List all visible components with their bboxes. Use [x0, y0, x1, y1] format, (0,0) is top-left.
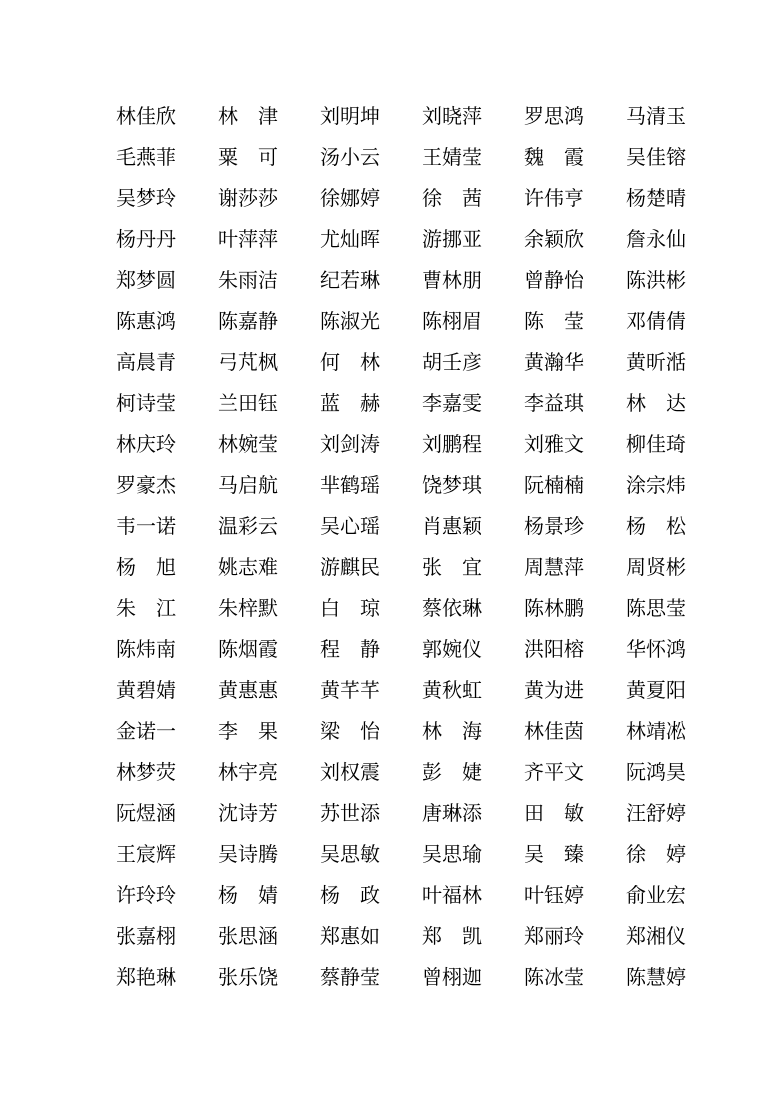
- name-cell: 弓芃枫: [218, 350, 278, 374]
- name-cell: 周贤彬: [626, 555, 686, 579]
- name-cell: 陈慧婷: [626, 965, 686, 989]
- name-cell: 朱 江: [116, 596, 176, 620]
- name-cell: 沈诗芳: [218, 801, 278, 825]
- name-cell: 华怀鸿: [626, 637, 686, 661]
- name-cell: 饶梦琪: [422, 473, 482, 497]
- name-cell: 汤小云: [320, 145, 380, 169]
- name-cell: 陈栩眉: [422, 309, 482, 333]
- name-cell: 洪阳榕: [524, 637, 584, 661]
- name-cell: 田 敏: [524, 801, 584, 825]
- name-cell: 陈淑光: [320, 309, 380, 333]
- name-cell: 朱雨洁: [218, 268, 278, 292]
- name-cell: 陈洪彬: [626, 268, 686, 292]
- name-cell: 兰田钰: [218, 391, 278, 415]
- name-cell: 姚志难: [218, 555, 278, 579]
- name-cell: 吴思瑜: [422, 842, 482, 866]
- name-cell: 何 林: [320, 350, 380, 374]
- name-cell: 马清玉: [626, 104, 686, 128]
- name-cell: 汪舒婷: [626, 801, 686, 825]
- name-cell: 郑梦圆: [116, 268, 176, 292]
- name-cell: 吴诗腾: [218, 842, 278, 866]
- name-cell: 阮煜涵: [116, 801, 176, 825]
- name-cell: 李嘉雯: [422, 391, 482, 415]
- name-cell: 陈惠鸿: [116, 309, 176, 333]
- name-cell: 吴 臻: [524, 842, 584, 866]
- name-cell: 彭 婕: [422, 760, 482, 784]
- name-cell: 游麒民: [320, 555, 380, 579]
- name-cell: 阮鸿昊: [626, 760, 686, 784]
- name-cell: 张嘉栩: [116, 924, 176, 948]
- name-cell: 黄芊芊: [320, 678, 380, 702]
- name-cell: 陈思莹: [626, 596, 686, 620]
- name-cell: 张思涵: [218, 924, 278, 948]
- name-cell: 王宸辉: [116, 842, 176, 866]
- name-cell: 杨 旭: [116, 555, 176, 579]
- name-cell: 芈鹤瑶: [320, 473, 380, 497]
- name-cell: 蔡静莹: [320, 965, 380, 989]
- name-cell: 梁 怡: [320, 719, 380, 743]
- name-cell: 杨丹丹: [116, 227, 176, 251]
- name-cell: 林 海: [422, 719, 482, 743]
- name-cell: 叶福林: [422, 883, 482, 907]
- name-cell: 杨楚晴: [626, 186, 686, 210]
- name-cell: 林婉莹: [218, 432, 278, 456]
- name-cell: 郭婉仪: [422, 637, 482, 661]
- name-cell: 周慧萍: [524, 555, 584, 579]
- name-cell: 曾静怡: [524, 268, 584, 292]
- name-cell: 杨 婧: [218, 883, 278, 907]
- name-cell: 林梦荧: [116, 760, 176, 784]
- name-cell: 许伟亨: [524, 186, 584, 210]
- name-cell: 李益琪: [524, 391, 584, 415]
- name-cell: 陈炜南: [116, 637, 176, 661]
- name-cell: 粟 可: [218, 145, 278, 169]
- name-cell: 马启航: [218, 473, 278, 497]
- name-cell: 朱梓默: [218, 596, 278, 620]
- name-cell: 陈烟霞: [218, 637, 278, 661]
- name-cell: 蔡依琳: [422, 596, 482, 620]
- name-cell: 黄昕湉: [626, 350, 686, 374]
- name-cell: 叶钰婷: [524, 883, 584, 907]
- name-cell: 徐娜婷: [320, 186, 380, 210]
- name-cell: 阮楠楠: [524, 473, 584, 497]
- name-cell: 林佳欣: [116, 104, 176, 128]
- name-cell: 刘鹏程: [422, 432, 482, 456]
- name-cell: 苏世添: [320, 801, 380, 825]
- name-cell: 曹林朋: [422, 268, 482, 292]
- name-cell: 黄碧婧: [116, 678, 176, 702]
- name-cell: 余颖欣: [524, 227, 584, 251]
- name-cell: 林 津: [218, 104, 278, 128]
- name-cell: 吴心瑶: [320, 514, 380, 538]
- name-cell: 陈林鹏: [524, 596, 584, 620]
- name-cell: 金诺一: [116, 719, 176, 743]
- name-cell: 陈嘉静: [218, 309, 278, 333]
- name-cell: 刘晓萍: [422, 104, 482, 128]
- name-cell: 邓倩倩: [626, 309, 686, 333]
- name-list-grid: [116, 96, 716, 998]
- name-cell: 刘明坤: [320, 104, 380, 128]
- name-cell: 张 宜: [422, 555, 482, 579]
- name-cell: 尤灿晖: [320, 227, 380, 251]
- name-cell: 杨 松: [626, 514, 686, 538]
- name-cell: 高晨青: [116, 350, 176, 374]
- name-cell: 罗思鸿: [524, 104, 584, 128]
- name-cell: 罗豪杰: [116, 473, 176, 497]
- name-cell: 李 果: [218, 719, 278, 743]
- name-cell: 黄瀚华: [524, 350, 584, 374]
- name-cell: 刘权震: [320, 760, 380, 784]
- name-cell: 涂宗炜: [626, 473, 686, 497]
- name-cell: 杨 政: [320, 883, 380, 907]
- name-cell: 谢莎莎: [218, 186, 278, 210]
- name-cell: 纪若琳: [320, 268, 380, 292]
- name-cell: 吴思敏: [320, 842, 380, 866]
- name-cell: 林庆玲: [116, 432, 176, 456]
- name-cell: 林宇亮: [218, 760, 278, 784]
- name-cell: 黄为进: [524, 678, 584, 702]
- name-cell: 温彩云: [218, 514, 278, 538]
- name-cell: 曾栩迦: [422, 965, 482, 989]
- name-cell: 张乐饶: [218, 965, 278, 989]
- name-cell: 林靖凇: [626, 719, 686, 743]
- name-cell: 杨景珍: [524, 514, 584, 538]
- name-cell: 俞业宏: [626, 883, 686, 907]
- name-cell: 程 静: [320, 637, 380, 661]
- name-cell: 白 琼: [320, 596, 380, 620]
- name-cell: 郑惠如: [320, 924, 380, 948]
- name-cell: 刘剑涛: [320, 432, 380, 456]
- name-cell: 郑湘仪: [626, 924, 686, 948]
- name-cell: 徐 婷: [626, 842, 686, 866]
- name-cell: 林 达: [626, 391, 686, 415]
- name-cell: 刘雅文: [524, 432, 584, 456]
- name-cell: 游挪亚: [422, 227, 482, 251]
- name-cell: 郑丽玲: [524, 924, 584, 948]
- name-cell: 叶萍萍: [218, 227, 278, 251]
- name-cell: 王婧莹: [422, 145, 482, 169]
- name-cell: 韦一诺: [116, 514, 176, 538]
- name-cell: 魏 霞: [524, 145, 584, 169]
- name-cell: 徐 茜: [422, 186, 482, 210]
- name-cell: 黄秋虹: [422, 678, 482, 702]
- name-cell: 肖惠颖: [422, 514, 482, 538]
- name-cell: 陈 莹: [524, 309, 584, 333]
- name-cell: 柯诗莹: [116, 391, 176, 415]
- name-cell: 郑艳琳: [116, 965, 176, 989]
- name-cell: 唐琳添: [422, 801, 482, 825]
- name-cell: 林佳茵: [524, 719, 584, 743]
- name-cell: 胡壬彦: [422, 350, 482, 374]
- name-cell: 詹永仙: [626, 227, 686, 251]
- name-cell: 许玲玲: [116, 883, 176, 907]
- name-cell: 蓝 赫: [320, 391, 380, 415]
- name-cell: 黄夏阳: [626, 678, 686, 702]
- name-cell: 柳佳琦: [626, 432, 686, 456]
- name-cell: 吴佳镕: [626, 145, 686, 169]
- name-cell: 陈冰莹: [524, 965, 584, 989]
- name-cell: 齐平文: [524, 760, 584, 784]
- name-cell: 黄惠惠: [218, 678, 278, 702]
- name-cell: 吴梦玲: [116, 186, 176, 210]
- name-cell: 郑 凯: [422, 924, 482, 948]
- name-cell: 毛燕菲: [116, 145, 176, 169]
